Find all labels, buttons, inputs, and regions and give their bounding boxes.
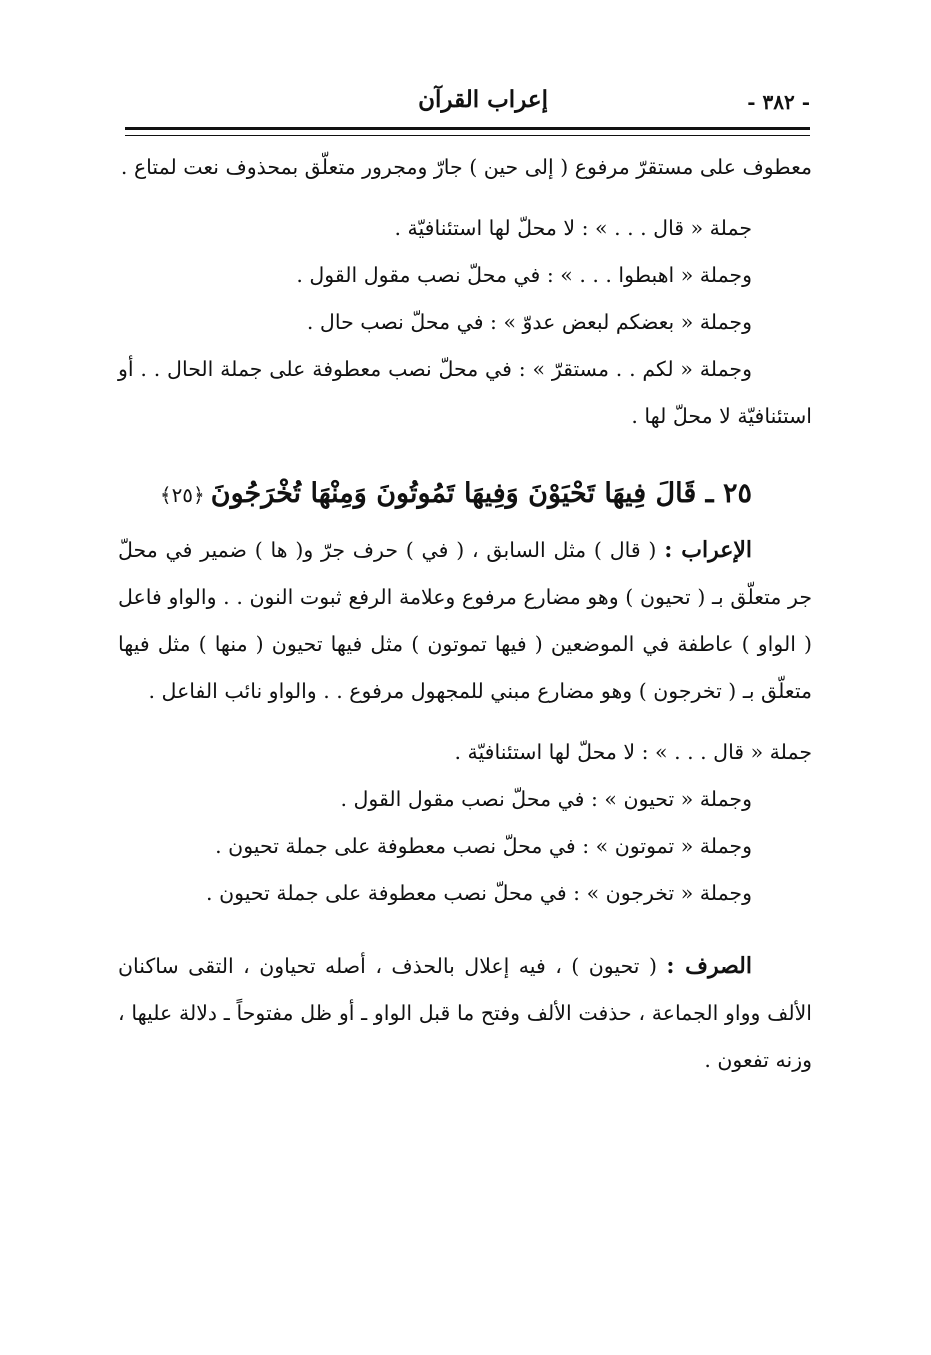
sentence-analysis-1: جملة « قال . . . » : لا محلّ لها استئنافيّة .	[394, 216, 752, 240]
verse-text: ٢٥ ـ قَالَ فِيهَا تَحْيَوْنَ وَفِيهَا تَمُوتُونَ وَمِنْهَا تُخْرَجُونَ	[210, 478, 752, 509]
irab-text: ( قال ) مثل السابق ، ( في ) حرف جرّ و( ها ) ضمير في محلّ جر متعلّق بـ ( تحيون ) وهو مضارع مرفوع وعلامة الرفع ثبوت النون . . والواو فاعل ( الواو ) عاطفة في الموضعين ( فيها تموتون ) مثل فيها تحيون ( منها ) مثل فيها متعلّق بـ ( تخرجون ) وهو مضارع مبني للمجهول مرفوع . . والواو نائب الفاعل .	[118, 538, 812, 703]
sarf-text: ( تحيون ) ، فيه إعلال بالحذف ، أصله تحياون ، التقى ساكنان الألف وواو الجماعة ، حذفت الألف وفتح ما قبل الواو ـ أو ظل مفتوحاً ـ دلالة عليها ، وزنه تفعون .	[118, 954, 812, 1072]
irab-label: الإعراب :	[664, 537, 752, 563]
irab-paragraph	[118, 527, 812, 715]
sentence-analysis-8: وجملة « تخرجون » : في محلّ نصب معطوفة على جملة تحيون .	[206, 881, 752, 905]
quran-verse	[118, 462, 812, 527]
sentence-analysis-2: وجملة « اهبطوا . . . » : في محلّ نصب مقول القول .	[296, 263, 752, 287]
sentence-analysis-3: وجملة « بعضكم لبعض عدوّ » : في محلّ نصب حال .	[306, 310, 752, 334]
verse-end-marker: ﴿٢٥﴾	[159, 483, 205, 507]
book-title: إعراب القرآن	[418, 86, 548, 113]
sentence-analysis-6: وجملة « تحيون » : في محلّ نصب مقول القول .	[340, 787, 752, 811]
page-number: - ٣٨٢ -	[747, 90, 810, 114]
sentence-analysis-4: وجملة « لكم . . مستقرّ » : في محلّ نصب معطوفة على جملة الحال . . أو استئنافيّة لا محلّ لها .	[118, 357, 812, 428]
sarf-label: الصرف :	[666, 953, 752, 979]
page-body	[118, 144, 812, 1084]
header-rule-thick	[125, 127, 810, 130]
sarf-paragraph	[118, 943, 812, 1084]
sentence-analysis-7: وجملة « تموتون » : في محلّ نصب معطوفة على جملة تحيون .	[215, 834, 752, 858]
page-header	[125, 84, 810, 124]
sentence-analysis-5: جملة « قال . . . » : لا محلّ لها استئنافيّة .	[454, 740, 812, 764]
continuation-paragraph: معطوف على مستقرّ مرفوع ( إلى حين ) جارّ ومجرور متعلّق بمحذوف نعت لمتاع .	[120, 155, 812, 179]
header-rule-thin	[125, 135, 810, 136]
